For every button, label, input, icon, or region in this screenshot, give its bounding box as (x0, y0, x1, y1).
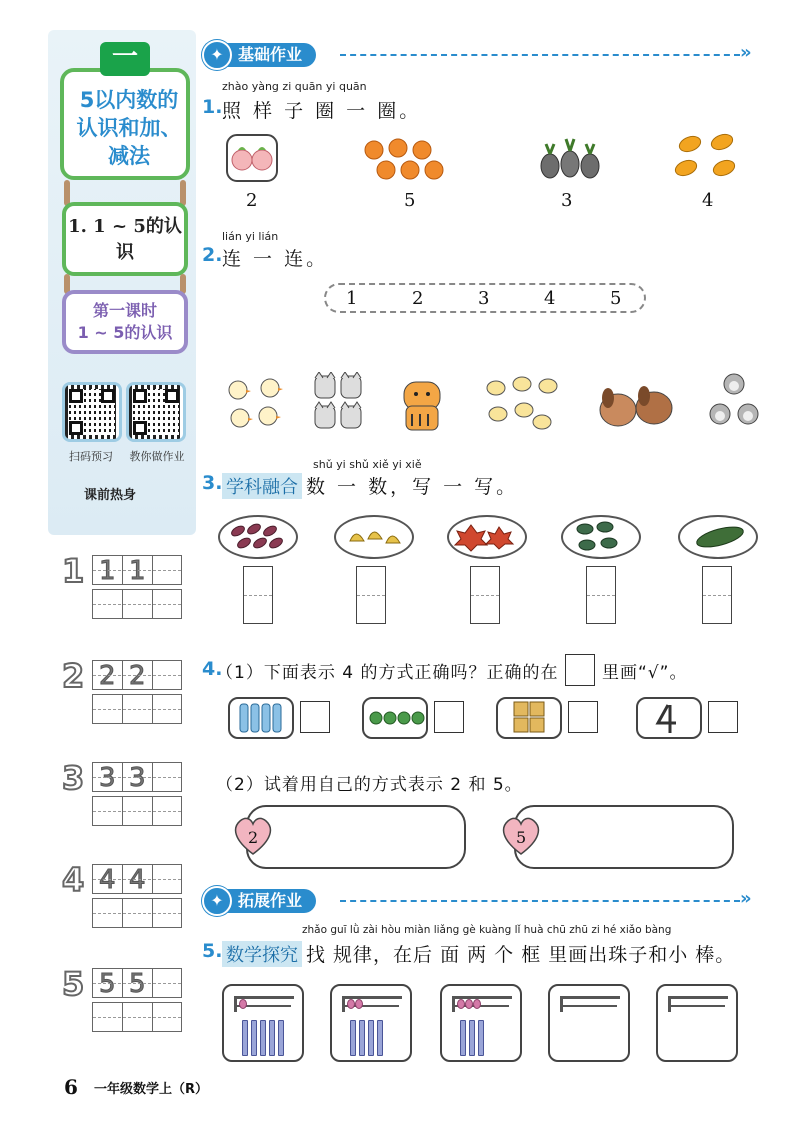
abacus-rod (668, 996, 728, 1012)
q5-number: 5. (202, 940, 223, 962)
long-leaf-icon (680, 517, 756, 557)
writing-grid[interactable] (92, 898, 182, 928)
abacus-frame-2 (330, 984, 412, 1062)
q5-pinyin: zhǎo guī lǜ zài hòu miàn liǎng gè kuàng lǐ huà chū zhū zi hé xiǎo bàng (302, 924, 672, 936)
heart-number-2: 2 (248, 828, 259, 847)
mango-icon (672, 130, 742, 182)
q2-number: 2. (202, 244, 223, 266)
digit-trace: 3 (99, 763, 116, 793)
stick-icon (469, 1020, 475, 1056)
answer-bubble-5[interactable] (514, 805, 734, 869)
leaf-plate-4 (561, 515, 641, 559)
q4-number: 4. (202, 658, 223, 680)
digit-trace: 5 (129, 969, 146, 999)
cat-icon[interactable] (312, 372, 364, 436)
digit-model: 1 (62, 552, 85, 590)
q1-pinyin: zhào yàng zi quān yi quān (222, 80, 367, 93)
number-3[interactable]: 3 (478, 288, 490, 309)
q1-count-4: 4 (702, 190, 714, 211)
stick-icon (278, 1020, 284, 1056)
unit-number: 一 (100, 42, 150, 76)
q3-pinyin: shǔ yi shǔ xiě yi xiě (313, 458, 422, 471)
digit-model: 5 (62, 965, 85, 1003)
qr-corner (69, 389, 83, 403)
period-box (62, 290, 188, 354)
unit-box (60, 68, 190, 180)
digit-trace: 1 (99, 556, 116, 586)
stick-icon (242, 1020, 248, 1056)
lesson-title: 1. 1 ~ 5的认识 (68, 216, 182, 263)
peach-icon (226, 134, 278, 182)
writing-grid[interactable] (92, 762, 182, 792)
q4-part1-text: （1）下面表示 4 的方式正确吗？正确的在 (216, 663, 559, 683)
lightbulb-icon: ✦ (202, 886, 232, 916)
chick-icon[interactable] (224, 372, 286, 434)
answer-box-2[interactable] (356, 566, 386, 624)
digit-trace: 2 (129, 661, 146, 691)
lesson-box (62, 202, 188, 276)
period-title-2: 1 ~ 5的认识 (77, 323, 173, 342)
section-divider (340, 900, 740, 902)
answer-box-3[interactable] (470, 566, 500, 624)
check-box-3[interactable] (568, 701, 598, 733)
writing-grid[interactable] (92, 589, 182, 619)
q1-count-3: 3 (561, 190, 573, 211)
qr-corner (165, 389, 179, 403)
section-title-basic: 基础作业 (224, 43, 316, 67)
digit-practice-1 (62, 553, 186, 623)
leaf-plate-1 (218, 515, 298, 559)
digit-model: 4 (62, 861, 85, 899)
digit-trace: 1 (129, 556, 146, 586)
abacus-frame-5[interactable] (656, 984, 738, 1062)
check-box-4[interactable] (708, 701, 738, 733)
ginkgo-leaf-icon (336, 517, 412, 557)
q1-count-2: 5 (404, 190, 416, 211)
stick-icon (350, 1020, 356, 1056)
q3-number: 3. (202, 472, 223, 494)
answer-box-1[interactable] (243, 566, 273, 624)
abacus-frame-4[interactable] (548, 984, 630, 1062)
qr-code-preview[interactable] (62, 382, 122, 442)
q4-sample-box (565, 654, 595, 686)
qr-corner (133, 389, 147, 403)
red-maple-icon (449, 517, 525, 557)
q3-tag: 学科融合 (222, 473, 302, 499)
digit-trace: 2 (99, 661, 116, 691)
heart-number-5: 5 (516, 828, 527, 847)
number-four-icon (638, 699, 700, 737)
maple-leaf-icon (220, 517, 296, 557)
number-line (324, 283, 646, 313)
warmup-label: 课前热身 (84, 488, 137, 503)
stick-icon (478, 1020, 484, 1056)
q2-pinyin: lián yi lián (222, 230, 279, 243)
rep-squares (496, 697, 562, 739)
rep-sticks (228, 697, 294, 739)
stick-bundle-icon (230, 699, 292, 737)
stick-icon (377, 1020, 383, 1056)
q5-text (222, 940, 735, 967)
stick-icon (251, 1020, 257, 1056)
digit-practice-3 (62, 760, 186, 830)
monkey-icon[interactable] (708, 372, 762, 434)
writing-grid[interactable] (92, 555, 182, 585)
q1-count-1: 2 (246, 190, 258, 211)
digit-practice-5 (62, 966, 186, 1036)
digit-practice-2 (62, 658, 186, 728)
double-arrow-icon: » (740, 888, 752, 909)
check-box-1[interactable] (300, 701, 330, 733)
section-header-extended (202, 886, 762, 916)
digit-trace: 3 (129, 763, 146, 793)
qr-corner (69, 421, 83, 435)
stick-icon (368, 1020, 374, 1056)
bead-icon (473, 999, 481, 1009)
q2-text: 连 一 连。 (222, 248, 329, 270)
digit-trace: 4 (99, 865, 116, 895)
green-leaf-icon (563, 517, 639, 557)
double-arrow-icon: » (740, 42, 752, 63)
digit-trace: 5 (99, 969, 116, 999)
writing-grid[interactable] (92, 1002, 182, 1032)
qr-label-preview: 扫码预习 (69, 450, 113, 463)
bead-icon (347, 999, 355, 1009)
abacus-frame-3 (440, 984, 522, 1062)
stick-icon (359, 1020, 365, 1056)
qr-corner (101, 389, 115, 403)
q4-part1-end: 里画“√”。 (602, 663, 688, 683)
number-1[interactable]: 1 (346, 288, 358, 309)
answer-bubble-2[interactable] (246, 805, 466, 869)
stick-icon (269, 1020, 275, 1056)
q4-part2-text: （2）试着用自己的方式表示 2 和 5。 (216, 775, 523, 795)
digit-trace: 4 (129, 865, 146, 895)
writing-grid[interactable] (92, 694, 182, 724)
page-number: 6 (64, 1075, 78, 1099)
book-title: 一年级数学上（R） (94, 1082, 209, 1097)
dog-icon[interactable] (596, 378, 680, 432)
digit-practice-4 (62, 862, 186, 932)
tiger-icon[interactable] (398, 378, 450, 434)
qr-code-homework[interactable] (126, 382, 186, 442)
bead-icon (239, 999, 247, 1009)
number-4[interactable]: 4 (544, 288, 556, 309)
qr-corner (133, 421, 147, 435)
q1-number: 1. (202, 96, 223, 118)
abacus-rod (560, 996, 620, 1012)
section-title-extended: 拓展作业 (224, 889, 316, 913)
unit-badge (60, 42, 190, 182)
q1-text: 照 样 子 圈 一 圈。 (222, 100, 422, 122)
section-header-basic (202, 40, 762, 70)
abacus-frame-1 (222, 984, 304, 1062)
qr-label-homework: 教你做作业 (129, 450, 185, 463)
number-2[interactable]: 2 (412, 288, 424, 309)
digit-model: 3 (62, 759, 85, 797)
lightbulb-icon: ✦ (202, 40, 232, 70)
unit-title: 5以内数的认识和加、减法 (76, 88, 182, 168)
duck-icon[interactable] (484, 374, 562, 434)
bead-icon (457, 999, 465, 1009)
q3-prompt: 数 一 数，写 一 写。 (306, 476, 519, 498)
digit-model: 2 (62, 657, 85, 695)
period-title-1: 第一课时 (92, 301, 157, 320)
section-divider (340, 54, 740, 56)
pineapple-icon (538, 132, 604, 182)
writing-grid[interactable] (92, 660, 182, 690)
check-box-2[interactable] (434, 701, 464, 733)
clover-icon (364, 699, 426, 737)
rep-symbol (636, 697, 702, 739)
stick-icon (260, 1020, 266, 1056)
stick-icon (460, 1020, 466, 1056)
q5-prompt: 找 规律，在后 面 两 个 框 里画出珠子和小 棒。 (306, 944, 736, 966)
leaf-plate-2 (334, 515, 414, 559)
writing-grid[interactable] (92, 968, 182, 998)
q5-tag: 数学探究 (222, 941, 302, 967)
q3-text (222, 472, 518, 499)
answer-box-5[interactable] (702, 566, 732, 624)
answer-box-4[interactable] (586, 566, 616, 624)
bead-icon (465, 999, 473, 1009)
writing-grid[interactable] (92, 864, 182, 894)
orange-icon (360, 136, 448, 184)
rep-clovers (362, 697, 428, 739)
leaf-plate-5 (678, 515, 758, 559)
leaf-plate-3 (447, 515, 527, 559)
square-blocks-icon (498, 699, 560, 737)
number-5[interactable]: 5 (610, 288, 622, 309)
bead-icon (355, 999, 363, 1009)
writing-grid[interactable] (92, 796, 182, 826)
